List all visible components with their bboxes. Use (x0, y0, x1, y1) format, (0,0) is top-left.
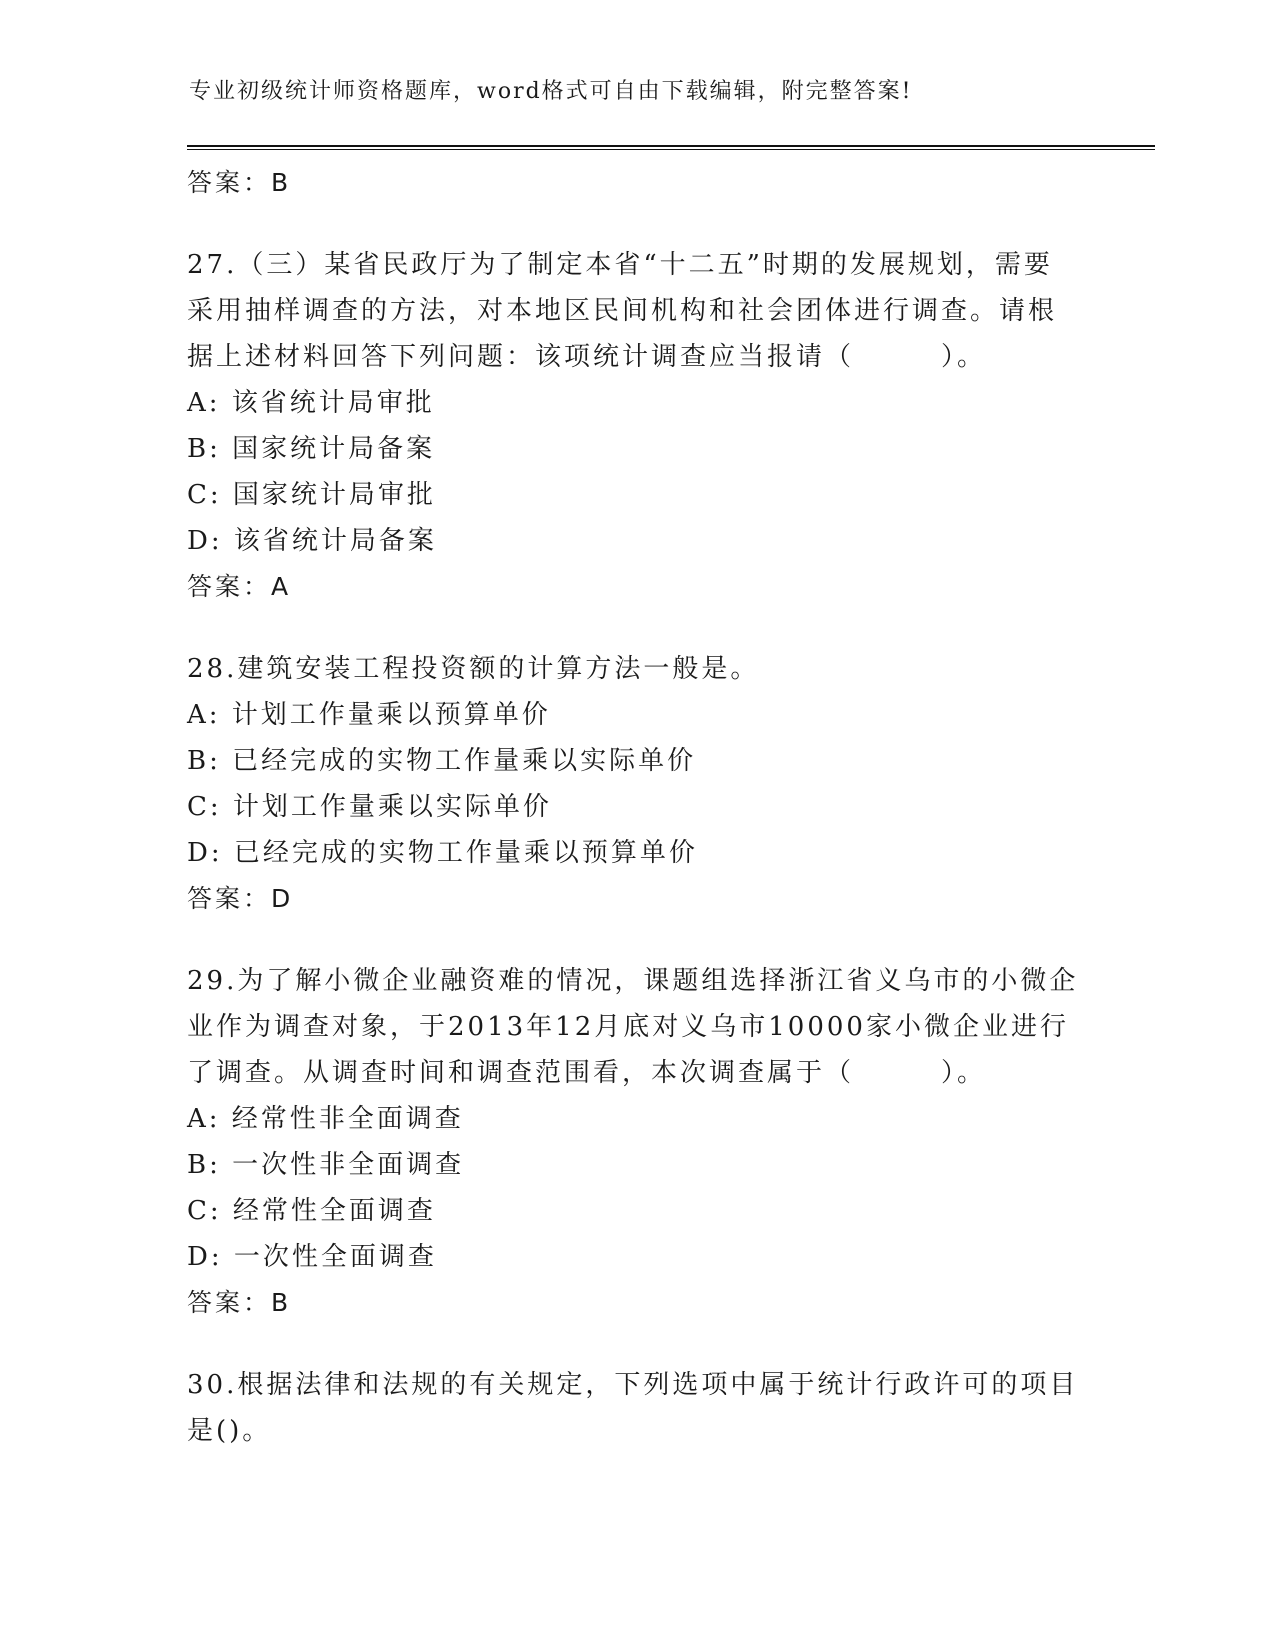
stem-line: 业作为调查对象，于2013年12月底对义乌市10000家小微企业进行 (187, 1012, 1069, 1042)
answer: 答案：B (187, 1288, 292, 1317)
option-b: B: 国家统计局备案 (187, 434, 436, 464)
stem-line: 是()。 (187, 1416, 272, 1446)
question-30 (187, 1362, 1087, 1454)
stem-line: 29.为了解小微企业融资难的情况，课题组选择浙江省义乌市的小微企 (187, 966, 1079, 996)
option-a: A: 计划工作量乘以预算单价 (187, 700, 551, 730)
stem-line: 28.建筑安装工程投资额的计算方法一般是。 (187, 654, 760, 684)
answer: 答案：D (187, 884, 294, 913)
answer: 答案：A (187, 572, 292, 601)
question-27 (187, 242, 1087, 610)
previous-answer: 答案：B (187, 168, 292, 197)
stem-line: 27.（三）某省民政厅为了制定本省“十二五”时期的发展规划，需要 (187, 250, 1053, 280)
question-stem (187, 1362, 1087, 1454)
stem-line: 据上述材料回答下列问题：该项统计调查应当报请（ ）。 (187, 342, 987, 372)
option-a: A: 经常性非全面调查 (187, 1104, 464, 1134)
option-b: B: 一次性非全面调查 (187, 1150, 465, 1180)
stem-line: 了调查。从调查时间和调查范围看，本次调查属于（ ）。 (187, 1058, 987, 1088)
stem-line: 30.根据法律和法规的有关规定，下列选项中属于统计行政许可的项目 (187, 1370, 1079, 1400)
option-d: D: 该省统计局备案 (187, 526, 437, 556)
header-divider (187, 145, 1155, 150)
option-d: D: 一次性全面调查 (187, 1242, 437, 1272)
option-a: A: 该省统计局审批 (187, 388, 435, 418)
question-list (187, 160, 1087, 1454)
question-stem (187, 646, 1087, 692)
option-c: C: 国家统计局审批 (187, 480, 436, 510)
option-c: C: 计划工作量乘以实际单价 (187, 792, 552, 822)
question-stem (187, 242, 1087, 380)
option-b: B: 已经完成的实物工作量乘以实际单价 (187, 746, 697, 776)
page-header-text: 专业初级统计师资格题库，word格式可自由下载编辑，附完整答案! (189, 79, 913, 104)
question-stem (187, 958, 1087, 1096)
question-28 (187, 646, 1087, 922)
stem-line: 采用抽样调查的方法，对本地区民间机构和社会团体进行调查。请根 (187, 296, 1058, 326)
question-29 (187, 958, 1087, 1326)
option-c: C: 经常性全面调查 (187, 1196, 436, 1226)
option-d: D: 已经完成的实物工作量乘以预算单价 (187, 838, 698, 868)
